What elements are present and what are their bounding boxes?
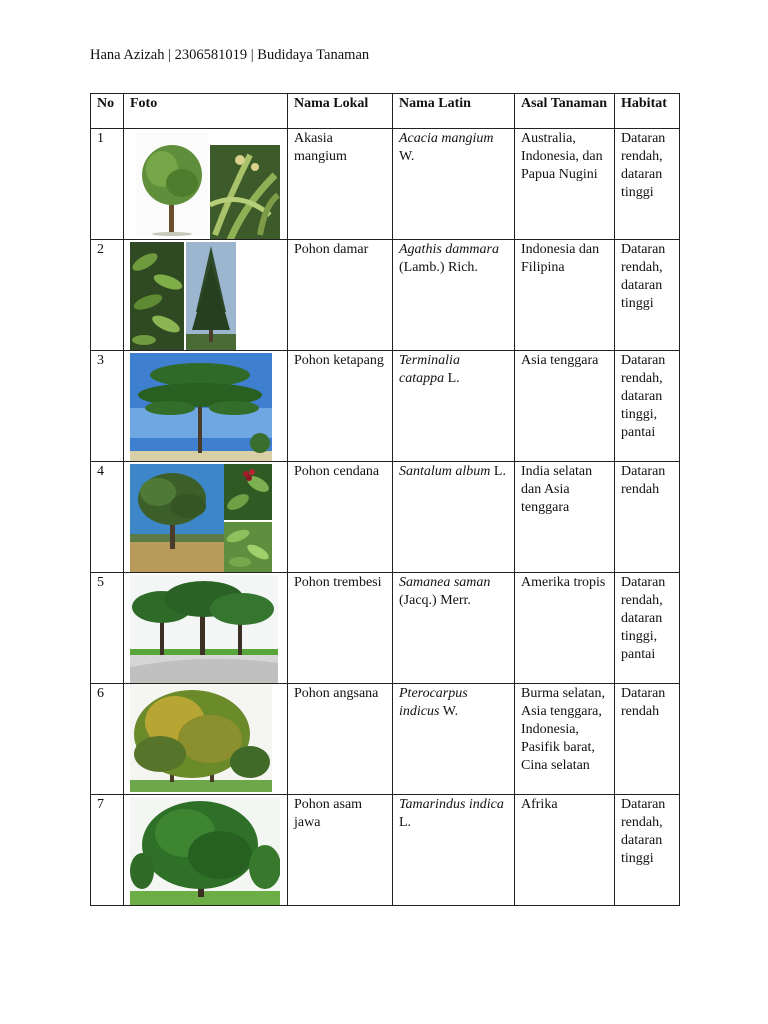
cell-habitat: Dataran rendah <box>615 684 680 795</box>
cendana-berries-photo <box>224 464 272 520</box>
cell-no: 5 <box>91 573 124 684</box>
cell-nama-lokal: Pohon damar <box>288 240 393 351</box>
cell-nama-latin <box>393 240 515 351</box>
table-row <box>91 795 680 906</box>
cell-nama-latin <box>393 684 515 795</box>
column-header-nama-latin: Nama Latin <box>393 94 515 129</box>
latin-species: Tamarindus indica <box>399 797 504 812</box>
cell-asal: Amerika tropis <box>515 573 615 684</box>
cell-asal: Asia tenggara <box>515 351 615 462</box>
cell-asal: Indonesia dan Filipina <box>515 240 615 351</box>
latin-species: Agathis dammara <box>399 242 499 257</box>
cell-foto <box>124 573 288 684</box>
asam-jawa-tree-photo <box>130 797 280 905</box>
cell-habitat: Dataran rendah, dataran tinggi, pantai <box>615 573 680 684</box>
cell-habitat: Dataran rendah, dataran tinggi <box>615 129 680 240</box>
cell-habitat: Dataran rendah, dataran tinggi <box>615 240 680 351</box>
latin-author: L. <box>490 464 506 479</box>
cell-asal: India selatan dan Asia tenggara <box>515 462 615 573</box>
cell-foto <box>124 795 288 906</box>
cell-foto <box>124 351 288 462</box>
table-header-row <box>91 94 680 129</box>
cell-nama-latin <box>393 351 515 462</box>
cell-asal: Burma selatan, Asia tenggara, Indonesia, Pasifik barat, Cina selatan <box>515 684 615 795</box>
cell-nama-lokal: Pohon asam jawa <box>288 795 393 906</box>
cell-no: 1 <box>91 129 124 240</box>
cell-nama-lokal: Pohon ketapang <box>288 351 393 462</box>
cell-habitat: Dataran rendah, dataran tinggi, pantai <box>615 351 680 462</box>
table-row <box>91 684 680 795</box>
cell-foto <box>124 129 288 240</box>
latin-author: L. <box>444 371 460 386</box>
damar-tree-photo <box>186 242 236 350</box>
cell-asal: Australia, Indonesia, dan Papua Nugini <box>515 129 615 240</box>
cell-nama-lokal: Pohon trembesi <box>288 573 393 684</box>
acacia-tree-photo <box>136 133 208 237</box>
latin-species: Terminalia catappa <box>399 353 460 386</box>
cell-nama-latin <box>393 462 515 573</box>
cell-no: 3 <box>91 351 124 462</box>
latin-author: W. <box>439 704 459 719</box>
cell-nama-latin <box>393 573 515 684</box>
latin-author: L. <box>399 815 412 830</box>
cell-no: 7 <box>91 795 124 906</box>
column-header-nama-lokal: Nama Lokal <box>288 94 393 129</box>
cell-foto <box>124 462 288 573</box>
table-row <box>91 573 680 684</box>
cell-nama-lokal: Pohon cendana <box>288 462 393 573</box>
table-row <box>91 462 680 573</box>
cendana-tree-photo <box>130 464 224 572</box>
acacia-leaves-photo <box>210 145 280 240</box>
cell-nama-latin <box>393 795 515 906</box>
latin-species: Acacia mangium <box>399 131 494 146</box>
damar-leaves-photo <box>130 242 184 350</box>
plant-table <box>90 93 680 906</box>
table-row <box>91 240 680 351</box>
ketapang-tree-photo <box>130 353 272 461</box>
cell-asal: Afrika <box>515 795 615 906</box>
cendana-leaves-photo <box>224 522 272 572</box>
latin-author: W. <box>399 149 415 164</box>
table-row <box>91 351 680 462</box>
trembesi-tree-photo <box>130 575 278 683</box>
table-row <box>91 129 680 240</box>
column-header-asal-tanaman: Asal Tanaman <box>515 94 615 129</box>
latin-author: (Jacq.) Merr. <box>399 593 471 608</box>
cell-no: 4 <box>91 462 124 573</box>
cell-foto <box>124 684 288 795</box>
cell-no: 6 <box>91 684 124 795</box>
latin-species: Samanea saman <box>399 575 491 590</box>
cell-habitat: Dataran rendah <box>615 462 680 573</box>
latin-species: Santalum album <box>399 464 491 479</box>
cell-no: 2 <box>91 240 124 351</box>
page-header: Hana Azizah | 2306581019 | Budidaya Tanaman <box>90 47 370 63</box>
angsana-tree-photo <box>130 684 272 792</box>
cell-nama-lokal: Akasia mangium <box>288 129 393 240</box>
column-header-no: No <box>91 94 124 129</box>
latin-species: Pterocarpus indicus <box>399 686 468 719</box>
cell-foto <box>124 240 288 351</box>
cell-nama-lokal: Pohon angsana <box>288 684 393 795</box>
column-header-habitat: Habitat <box>615 94 680 129</box>
cell-habitat: Dataran rendah, dataran tinggi <box>615 795 680 906</box>
latin-author: (Lamb.) Rich. <box>399 260 478 275</box>
column-header-foto: Foto <box>124 94 288 129</box>
cell-nama-latin <box>393 129 515 240</box>
